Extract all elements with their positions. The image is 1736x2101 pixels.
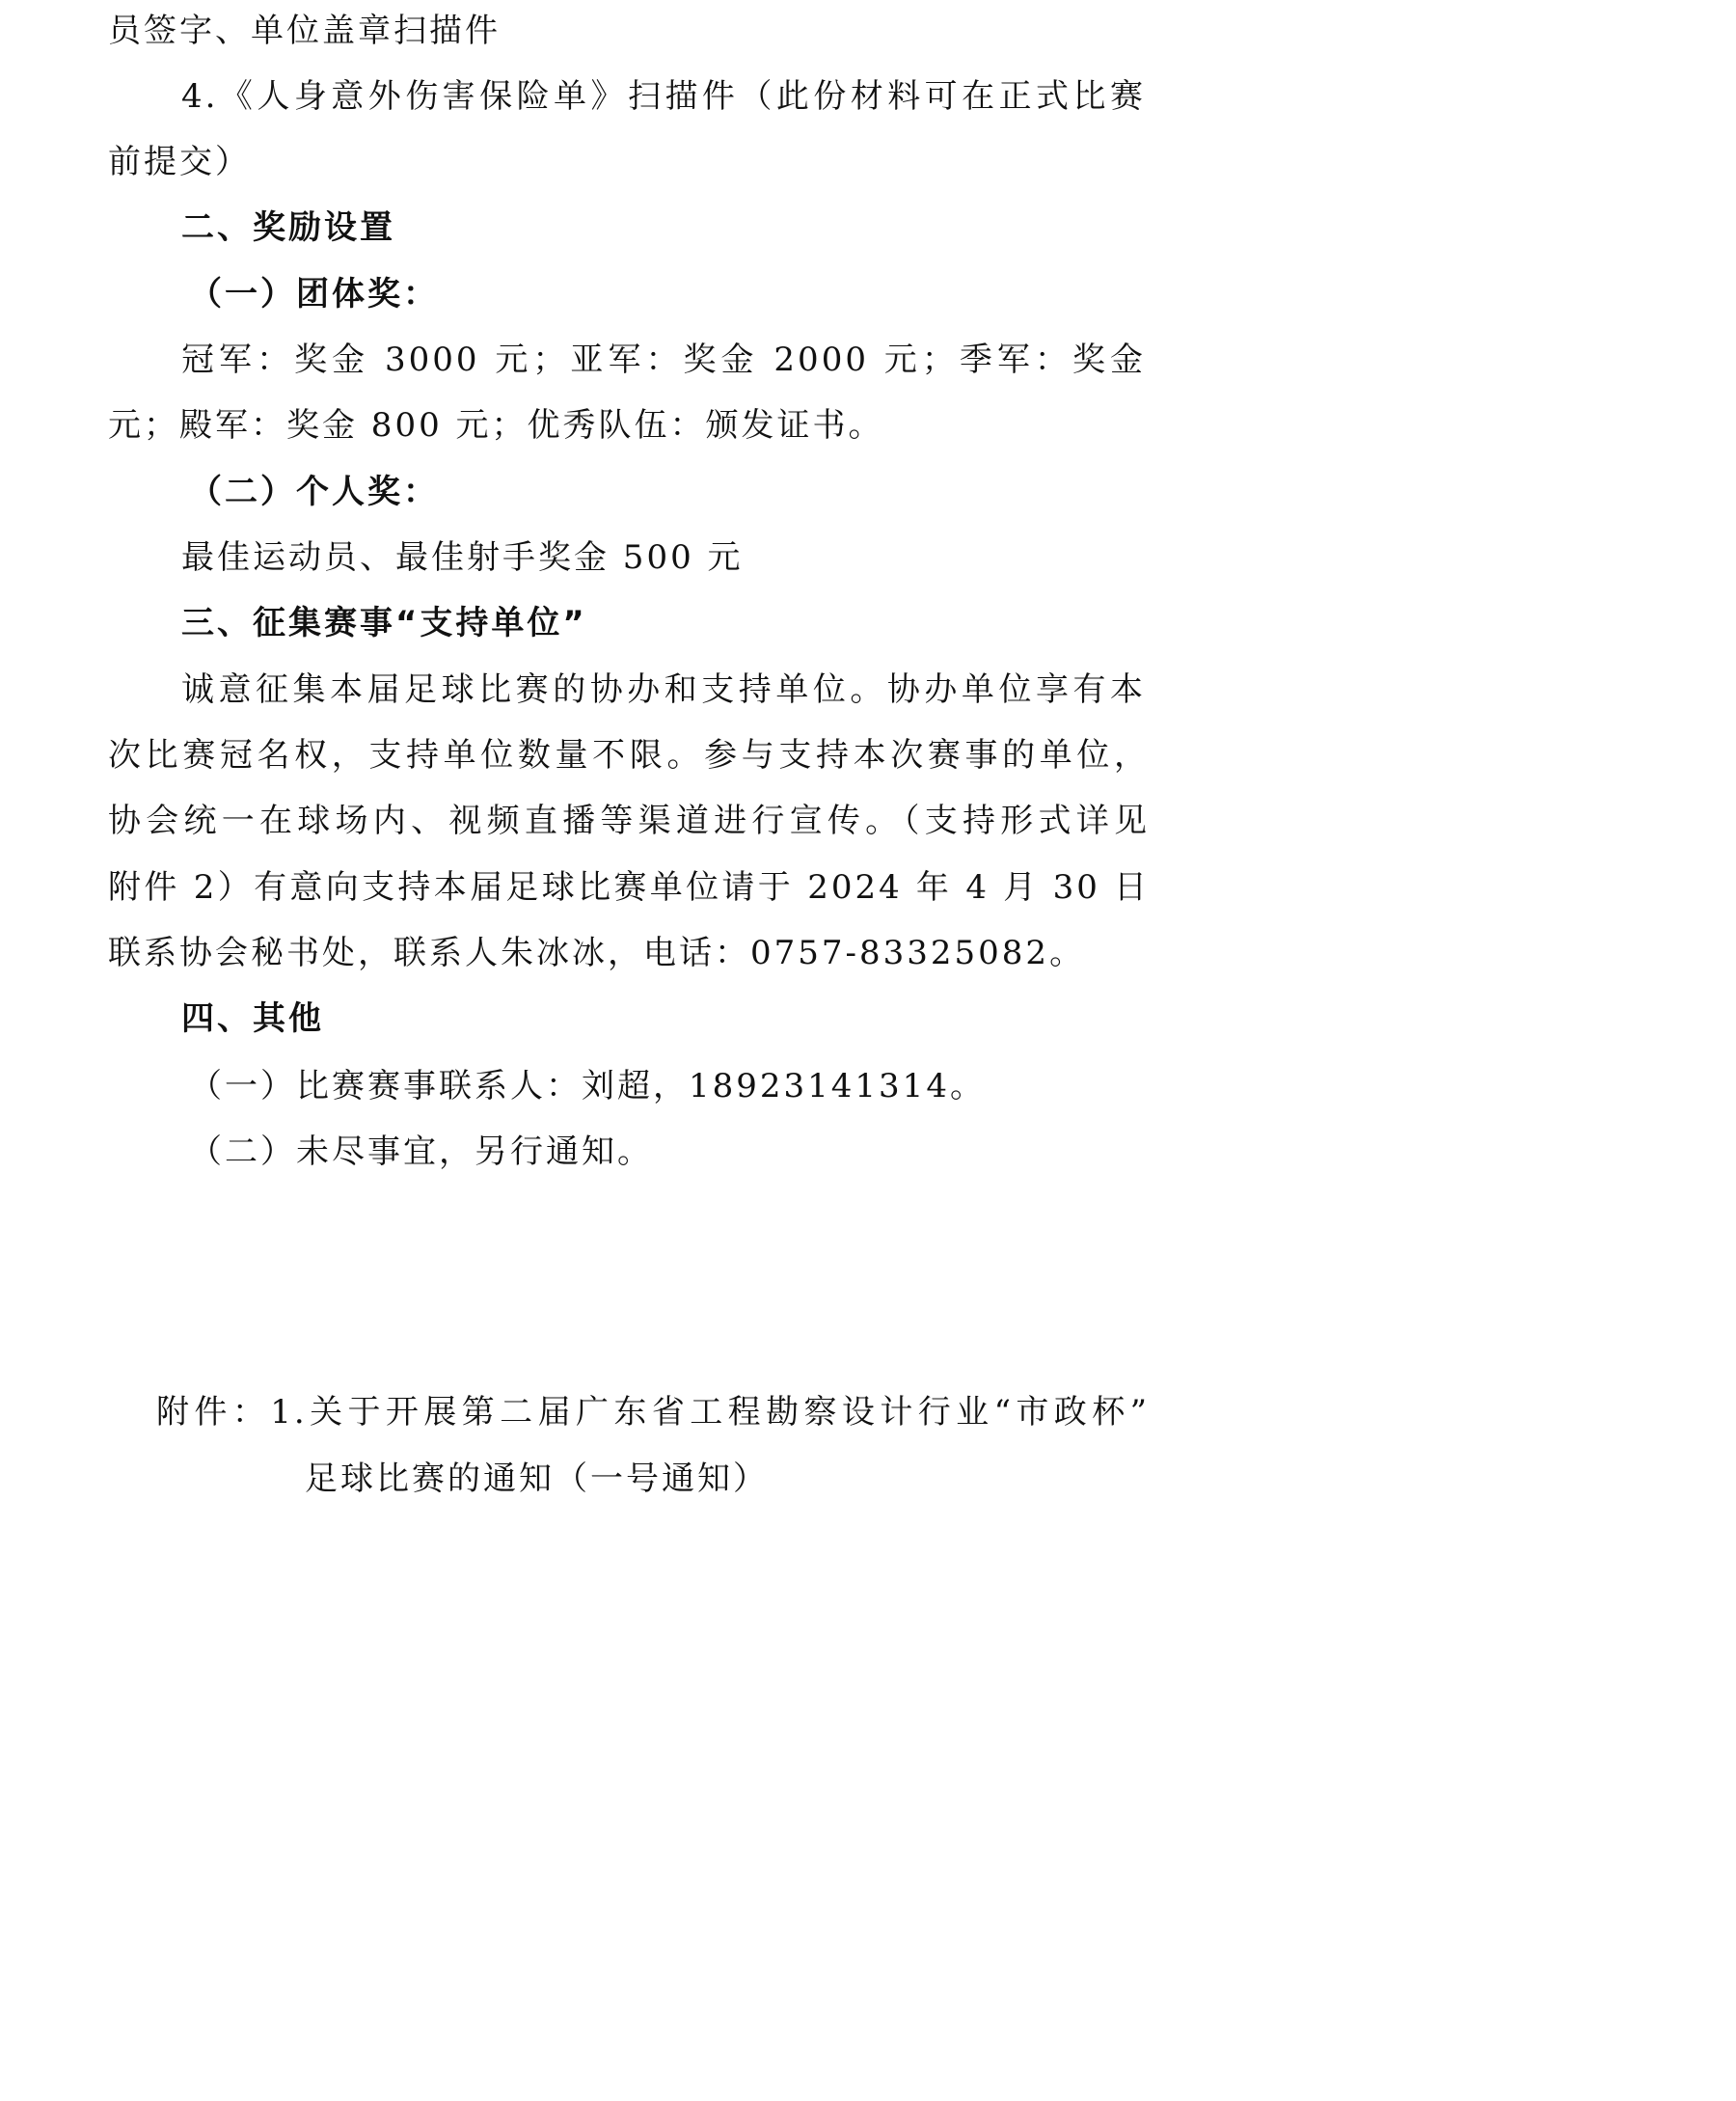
text-line-team-prizes: 冠军：奖金 3000 元；亚军：奖金 2000 元；季军：奖金 [181, 341, 1146, 379]
text-line-other-matters: （二）未尽事宜，另行通知。 [189, 1132, 653, 1171]
text-line-sponsors-3: 协会统一在球场内、视频直播等渠道进行宣传。（支持形式详见 [108, 802, 1150, 840]
section-heading-other: 四、其他 [181, 999, 324, 1038]
text-line-insurance-item: 4.《人身意外伤害保险单》扫描件（此份材料可在正式比赛 [181, 77, 1146, 116]
text-line-individual-prizes: 最佳运动员、最佳射手奖金 500 元 [181, 538, 744, 577]
text-line-signature-scan: 员签字、单位盖章扫描件 [108, 12, 501, 50]
text-line-contact-person: （一）比赛赛事联系人：刘超，18923141314。 [189, 1067, 986, 1105]
text-line-insurance-cont: 前提交） [108, 143, 251, 181]
subheading-team-award: （一）团体奖： [189, 275, 439, 314]
section-heading-awards: 二、奖励设置 [181, 208, 395, 247]
text-line-team-prizes-cont: 元；殿军：奖金 800 元；优秀队伍：颁发证书。 [108, 406, 884, 445]
text-line-sponsors-4: 附件 2）有意向支持本届足球比赛单位请于 2024 年 4 月 30 日 [108, 868, 1150, 907]
attachment-line-1-cont: 足球比赛的通知（一号通知） [305, 1460, 769, 1498]
text-line-sponsors-5: 联系协会秘书处，联系人朱冰冰，电话：0757-83325082。 [108, 934, 1086, 972]
subheading-individual-award: （二）个人奖： [189, 473, 439, 511]
text-line-sponsors-2: 次比赛冠名权，支持单位数量不限。参与支持本次赛事的单位， [108, 736, 1150, 775]
section-heading-sponsors: 三、征集赛事“支持单位” [181, 604, 587, 642]
text-line-sponsors-1: 诚意征集本届足球比赛的协办和支持单位。协办单位享有本 [181, 670, 1146, 709]
attachment-line-1: 附件：1.关于开展第二届广东省工程勘察设计行业“市政杯” [156, 1393, 1150, 1432]
